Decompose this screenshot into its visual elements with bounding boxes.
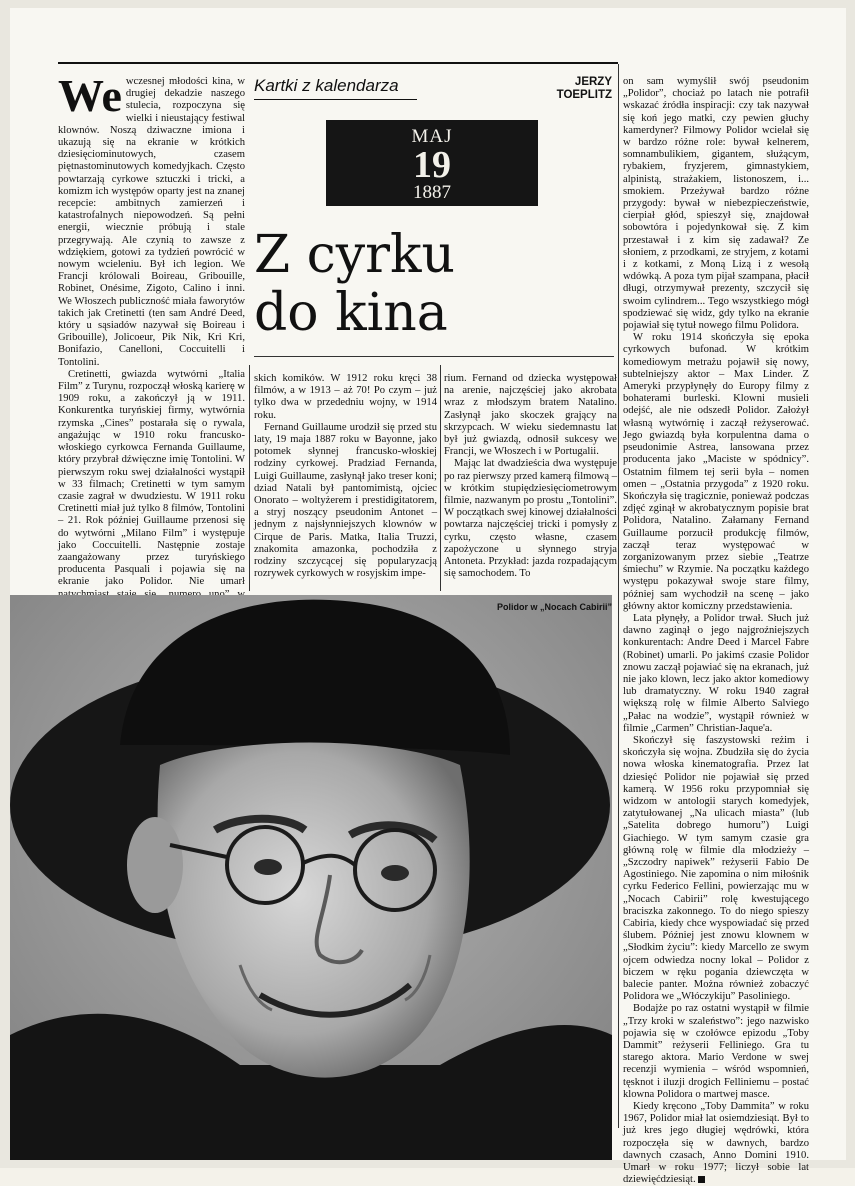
author-byline — [540, 76, 612, 102]
dropcap: We — [58, 70, 122, 121]
article-column-3 — [444, 373, 617, 588]
date-year: 1887 — [413, 182, 451, 203]
photo-caption: Polidor w „Nocach Cabirii” — [496, 602, 612, 612]
kicker-underline — [254, 99, 417, 100]
author-first-name: JERZY — [574, 76, 612, 88]
lead-paragraph — [58, 70, 245, 369]
headline — [254, 226, 614, 342]
lead-text: wczesnej młodości kina, w drugiej dekadzie naszego stulecia, rozpoczyna się wielki i nieustający festiwal klownów. Noszą dziwaczne imiona i ukazują się na ekranie w krótkich dziesięciominutowych, czasem piętnastominutowych komedyjkach. Często powtarzają cyrkowe sztuczki i tricki, a komizm ich występów oparty jest na znanej recepcie: ambitnych zamierzeń i katastrofalnych niepowodzeń. Są pełni energii, wiecznie próbują i stale przegrywają. Ale czynią to zawsze z wdziękiem, gotowi za tydzień powrócić w nowym wcieleniu. Był ich legion. We Francji królowali Boireau, Gribouille, Robinet, Onésime, Zigoto, Calino i inni. We Włoszech publiczność miała faworytów takich jak Cretinetti (ten sam André Deed, który u sąsiadów nazywał się Boireau i Gribouille), Jolicoeur, Pik Nik, Kri Kri, Bonifazio, Canelloni, Coccuitelli i Tontolini. — [58, 76, 245, 368]
headline-line-1: Z cyrku — [254, 225, 456, 285]
paragraph: Cretinetti, gwiazda wytwórni „Italia Film” z Turynu, rozpoczął włoską karierę w 1909 roku, a zakończył ją w 1911. Konkurentka turyńskiej firmy, wytwórnia rzymska „Cines” postarała się o rywala, angażując w 1910 roku francusko-włoskiego cyrkowca Fernanda Guillaume, który przybrał dźwięczne imię Tontolini. W pierwszym roku swej działalności wystąpił w 33 filmach; Cretinetti w tym samym czasie zagrał w dwudziestu. W 1911 roku Cretinetti miał już tylko 8 filmów, Tontolini – 21. Rok później Guillaume przenosi się do wytwórni „Milano Film” i występuje jako Coccuitelli. Następnie zostaje zaangażowany przez turyńskiego producenta Pasquali i pojawia się na ekranie jako Polidor. Nie umarł — [58, 368, 245, 588]
paragraph: rium. Fernand od dziecka występował na arenie, najczęściej jako akrobata wraz z młodszym bratem Natalino. Zasłynął jako skoczek grający na skrzypcach. W wieku siedemnastu lat był już gwiazdą, odnosił sukcesy we Francji, we Włoszech i w Portugalii. — [444, 373, 617, 458]
author-last-name: TOEPLITZ — [556, 89, 612, 101]
paragraph: Fernand Guillaume urodził się przed stu laty, 19 maja 1887 roku w Bayonne, jako potomek słynnej francusko-włoskiej rodziny cyrkowej. Pradziad Fernanda, Luigi Guillaume, zasłynął jako treser koni; dziad Natali był pantomimistą, ojciec Onorato – woltyżerem i prestidigitatorem, a stryj noszący pseudonim Antonet – jednym z najsłynniejszych klownów w Cirque de Paris. Matka, Italia Truzzi, znakomita amazonka, pochodziła z rodziny szczycącej się popularyzacją rozrywek cyrkowych w rosyjskim impe- — [254, 421, 437, 580]
paragraph: skich komików. W 1912 roku kręci 38 filmów, a w 1913 – aż 70! Po czym – już tylko dwa w przededniu wojny, w 1914 roku. — [254, 373, 437, 421]
end-mark-icon — [698, 1176, 705, 1183]
headline-line-2: do kina — [254, 283, 448, 343]
headline-rule — [254, 356, 614, 357]
final-paragraph — [623, 1101, 809, 1186]
article-column-4 — [623, 76, 809, 1186]
date-day: 19 — [413, 144, 451, 186]
portrait-illustration — [10, 595, 612, 1160]
paragraph: Lata płynęły, a Polidor trwał. Słuch już dawno zaginął o jego najgroźniejszych konkurentach: Andre Deed i Marcel Fabre (Robinet) umarli. Po jakimś czasie Polidor znowu zaczął pojawiać się na ekranach, już nie jako klown, lecz jako aktor komediowy lub dramatyczny. W roku 1940 zagrał większą rolę w filmie Alberto Salviego „Pałac na wodzie”, wystąpił również w filmie „Carmen” Christian-Jaque'a. — [623, 612, 809, 734]
paragraph: Skończył się faszystowski reżim i skończyła się wojna. Zbudziła się do życia nowa włoska kinematografia. Przez lat dziesięć Polidor nie pojawiał się przed kamerą. W 1956 roku przypomniał się widzom w antologii starych komedyjek, zatytułowanej „Na ulicach miasta” (lub „Satelita dobrego humoru”) Luigi Giachiego. W tym samym czasie gra główną rolę w filmie dla młodzieży – „Szczodry napiwek” reżyserii Fabio De Agostiniego. Nie zapomina o nim miłośnik cyrku Federico Fellini, powierzając mu w „Nocach Cabirii” rolę kwestującego braciszka zakonnego. To do niego spieszy Cabiria, kiedy chce wyspowiadać się przed ślubem. Później jest znowu klownem w „Słodkim życiu”: kiedy Marcello ze swym ojcem odwiedza nocny lokal – Polidor z biczem w ręku pogania dziewczęta w balecie panter. Można również zobaczyć Polidora we „Włóczykiju” Pasoliniego. — [623, 734, 809, 1003]
paragraph: Mając lat dwadzieścia dwa występuje po raz pierwszy przed kamerą filmową – w krótkim stupiędziesięciometrowym filmie, nazwanym po prostu „Tontolini”. W początkach swej kinowej działalności powtarza najczęściej tricki i pomysły z cyrku, często własne, czasem zapożyczone u słynnego stryja Antoneta. Przykład: jazda rozpadającym się samochodem. To — [444, 458, 617, 580]
article-column-2 — [254, 373, 437, 588]
paragraph: W roku 1914 skończyła się epoka cyrkowych bufonad. W krótkim komediowym metrażu pojawił się nowy, subtelniejszy aktor – Max Linder. Z Ameryki przypłynęły do Europy filmy z bohaterami burleski. Klowni musieli odejść, ale nie odszedł Polidor. Założył własną wytwórnię i zaczął reżyserować. Jego gwiazdą była korpulentna dama o pseudonimie Astrea, lansowana przez producenta jako „Maciste w spódnicy”. Ostatnim filmem tej serii była – nomen omen – „Ostatnia przygoda” z 1920 roku. Skończyła się tragicznie, ponieważ podczas zdjęć zginął w akrobatycznym popisie brat Polidora, Natalino. Załamany Fernand Guillaume porzucił produkcję filmów, zaczął teraz występować w zorganizowanym przez siebie „Teatrze śmiechu” w Rzymie. Na początku każdego występu pokazywał swoje stare filmy, później sam wychodził na scenę – jako główny aktor komiczny przedstawienia. — [623, 332, 809, 612]
paragraph: Bodajże po raz ostatni wystąpił w filmie „Trzy kroki w szaleństwo”: jego nazwisko pojawia się w czołówce epizodu „Toby Dammit” reżyserii Felliniego. Gra tu starego aktora. Mario Verdone w swej recenzji wymienia – wśród wspomnień, tęsknot i iluzji drogich Felliniemu – postać klowna Polidora o martwej masce. — [623, 1003, 809, 1100]
section-kicker: Kartki z kalendarza — [254, 76, 399, 95]
top-rule — [58, 62, 618, 64]
date-box — [326, 120, 538, 206]
column-divider — [618, 64, 619, 1128]
column-divider — [249, 365, 250, 591]
final-text: Kiedy kręcono „Toby Dammita” w roku 1967, Polidor miał lat osiemdziesiąt. Był to już kres jego długiej wędrówki, która rozpoczęła się w dawnych, bardzo dawnych czasach, Anno Domini 1910. Umarł w roku 1977; liczył sobie lat dziewięćdziesiąt. — [623, 1101, 809, 1186]
article-column-1 — [58, 70, 245, 591]
portrait-photo — [10, 595, 612, 1160]
column-divider — [440, 365, 441, 591]
paragraph: on sam wymyślił swój pseudonim „Polidor”, chociaż po latach nie potrafił wskazać źródła inspiracji: czy tak nazywał się koń jego matki, czy pewien głuchy kamerdyner? Filmowy Polidor wcielał się w bardzo różne role: bywał kelnerem, somnambulikiem, gigantem, służącym, rybakiem, fryzjerem, gimnastykiem, alpinistą, strażakiem, listonoszem, i... smokiem. Przeżywał bardzo różne przygody: bywał w niebezpieczeństwie, cierpiał głód, spieszył się, znajdował sobowtóra i pojedynkował się. Z kim przestawał i z kim się zadawał? Ze słoniem, z przodkami, ze stryjem, z kotami i z kotkami, z Moną Lizą i z wesołą wdówką. A poza tym pijał szampana, płacił długi, otrzymywał prezenty, szczycił się swoim cylindrem... Tego wszystkiego mógł spodziewać się widz, gdy tylko na ekranie pojawiał się tytuł nowego filmu Polidora. — [623, 76, 809, 332]
date-month: MAJ — [411, 126, 453, 147]
